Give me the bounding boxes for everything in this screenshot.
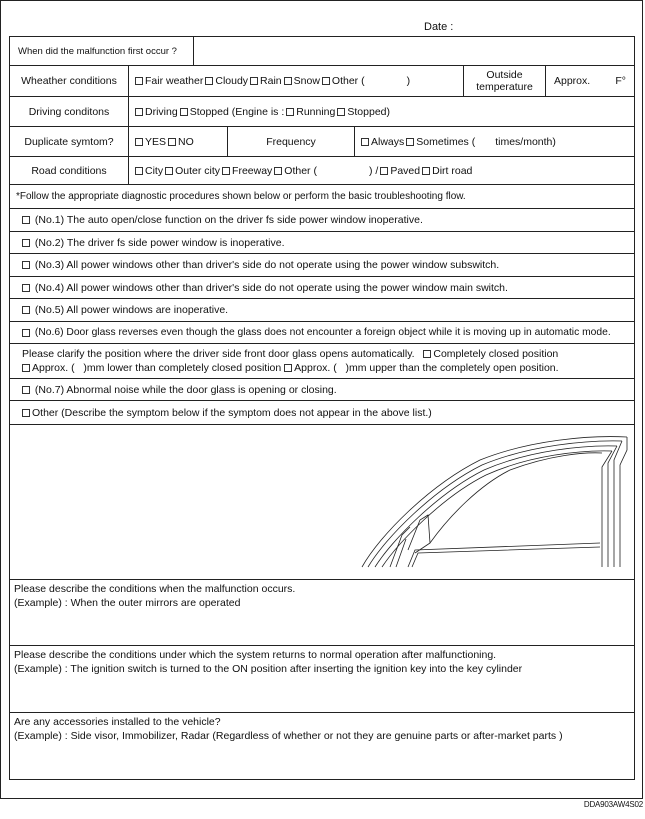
driving-label: Driving conditons (28, 105, 110, 118)
engine-stopped-option[interactable]: Stopped) (337, 106, 390, 118)
weather-cloudy-option[interactable]: Cloudy (205, 75, 248, 87)
no-checkbox[interactable] (168, 138, 176, 146)
weather-row (10, 66, 634, 97)
cloudy-checkbox[interactable] (205, 77, 213, 85)
upper-text: )mm upper than the completely open position. (345, 362, 559, 374)
other-symptom-checkbox[interactable] (22, 409, 30, 417)
symptom-row (10, 322, 634, 344)
stopped-option[interactable]: Stopped (Engine is : (180, 106, 285, 118)
duplicate-row (10, 127, 634, 157)
weather-rain-option[interactable]: Rain (250, 75, 282, 87)
clarify-row (10, 344, 634, 379)
symptom-3-checkbox[interactable] (22, 261, 30, 269)
symptom-7-checkbox[interactable] (22, 386, 30, 394)
sometimes-checkbox[interactable] (406, 138, 414, 146)
other-symptom-text: Other (Describe the symptom below if the symptom does not appear in the above list.) (32, 406, 432, 419)
driving-row (10, 97, 634, 127)
outside-temperature-label: Outside temperature (476, 69, 533, 93)
symptom-row (10, 299, 634, 322)
conditions-question: Please describe the conditions when the malfunction occurs. (14, 583, 296, 595)
date-label: Date : (424, 21, 454, 33)
freeway-option[interactable]: Freeway (222, 165, 272, 177)
returns-section[interactable] (10, 646, 634, 713)
accessories-question: Are any accessories installed to the vehicle? (14, 716, 221, 728)
document-code: DDA903AW4S02 (583, 800, 643, 809)
weather-other-close: ) (406, 75, 411, 87)
symptom-6-text: (No.6) Door glass reverses even though the glass does not encounter a foreign object while it is moving up in automatic mode. (34, 327, 611, 338)
road-label: Road conditions (31, 164, 107, 177)
other-road-option[interactable]: Other ( (274, 165, 317, 177)
running-checkbox[interactable] (286, 108, 294, 116)
paved-option[interactable]: Paved (380, 165, 420, 177)
temperature-unit: F° (615, 75, 626, 87)
frequency-label: Frequency (266, 135, 316, 148)
completely-closed-label: Completely closed position (433, 348, 559, 360)
approx-lower-checkbox[interactable] (22, 364, 30, 372)
sometimes-option[interactable]: Sometimes ( (406, 136, 475, 148)
weather-fair-option[interactable]: Fair weather (135, 75, 203, 87)
approx-upper-label: Approx. ( (294, 362, 337, 374)
weather-label: Wheather conditions (21, 75, 117, 87)
symptom-5-checkbox[interactable] (22, 306, 30, 314)
yes-option[interactable]: YES (135, 136, 166, 148)
approx-lower-label: Approx. ( (32, 362, 75, 374)
road-slash: ) / (368, 164, 379, 177)
weather-other-option[interactable]: Other ( (322, 75, 365, 87)
stopped-checkbox[interactable] (180, 108, 188, 116)
door-glass-illustration (10, 425, 634, 579)
freeway-checkbox[interactable] (222, 167, 230, 175)
road-row (10, 157, 634, 185)
completely-closed-checkbox[interactable] (423, 350, 431, 358)
symptom-7-text: (No.7) Abnormal noise while the door glass is opening or closing. (34, 383, 337, 396)
rain-checkbox[interactable] (250, 77, 258, 85)
symptom-row (10, 379, 634, 401)
always-checkbox[interactable] (361, 138, 369, 146)
symptom-4-text: (No.4) All power windows other than driver's side do not operate using the power window main switch. (34, 281, 508, 294)
symptom-2-checkbox[interactable] (22, 239, 30, 247)
symptom-4-checkbox[interactable] (22, 284, 30, 292)
other-row (10, 401, 634, 425)
first-occur-row (10, 37, 634, 66)
no-option[interactable]: NO (168, 136, 194, 148)
outer-city-option[interactable]: Outer city (165, 165, 220, 177)
lower-text: )mm lower than completely closed position (83, 362, 282, 374)
symptom-6-checkbox[interactable] (22, 329, 30, 337)
clarify-text: Please clarify the position where the driver side front door glass opens automatically. (22, 348, 415, 360)
first-occur-label: When did the malfunction first occur ? (18, 45, 177, 57)
yes-checkbox[interactable] (135, 138, 143, 146)
duplicate-label: Duplicate symtom? (24, 135, 114, 148)
driving-checkbox[interactable] (135, 108, 143, 116)
dirt-road-checkbox[interactable] (422, 167, 430, 175)
sketch-area[interactable] (10, 425, 634, 580)
running-option[interactable]: Running (286, 106, 335, 118)
fair-checkbox[interactable] (135, 77, 143, 85)
times-per-month: times/month) (495, 135, 556, 148)
approx-label: Approx. (554, 75, 591, 87)
symptom-5-text: (No.5) All power windows are inoperative. (34, 304, 229, 316)
symptom-1-checkbox[interactable] (22, 216, 30, 224)
instruction-row (10, 185, 634, 209)
approx-upper-checkbox[interactable] (284, 364, 292, 372)
instruction-text: *Follow the appropriate diagnostic procedures shown below or perform the basic troubleshooting flow. (16, 191, 466, 202)
symptom-row (10, 209, 634, 232)
symptom-row (10, 232, 634, 254)
dirt-road-option[interactable]: Dirt road (422, 165, 472, 177)
symptom-1-text: (No.1) The auto open/close function on the driver fs side power window inoperative. (34, 214, 423, 226)
accessories-example: (Example) : Side visor, Immobilizer, Radar (Regardless of whether or not they are genuine parts or after-market parts ) (14, 730, 563, 742)
snow-checkbox[interactable] (284, 77, 292, 85)
symptom-2-text: (No.2) The driver fs side power window is inoperative. (34, 236, 285, 249)
symptom-row (10, 254, 634, 277)
driving-option[interactable]: Driving (135, 106, 178, 118)
returns-question: Please describe the conditions under which the system returns to normal operation after malfunctioning. (14, 649, 497, 661)
symptom-3-text: (No.3) All power windows other than driver's side do not operate using the power window subswitch. (34, 259, 500, 271)
symptom-row (10, 277, 634, 299)
outer-city-checkbox[interactable] (165, 167, 173, 175)
engine-stopped-checkbox[interactable] (337, 108, 345, 116)
paved-checkbox[interactable] (380, 167, 388, 175)
city-checkbox[interactable] (135, 167, 143, 175)
returns-example: (Example) : The ignition switch is turned to the ON position after inserting the ignition key into the key cylinder (14, 663, 523, 675)
conditions-section[interactable] (10, 580, 634, 646)
city-option[interactable]: City (135, 165, 163, 177)
first-occur-field[interactable] (194, 37, 634, 65)
conditions-example: (Example) : When the outer mirrors are operated (14, 597, 241, 609)
other-weather-checkbox[interactable] (322, 77, 330, 85)
diagnostic-form (9, 36, 635, 780)
other-road-checkbox[interactable] (274, 167, 282, 175)
weather-snow-option[interactable]: Snow (284, 75, 320, 87)
accessories-section[interactable] (10, 713, 634, 779)
always-option[interactable]: Always (361, 136, 404, 148)
